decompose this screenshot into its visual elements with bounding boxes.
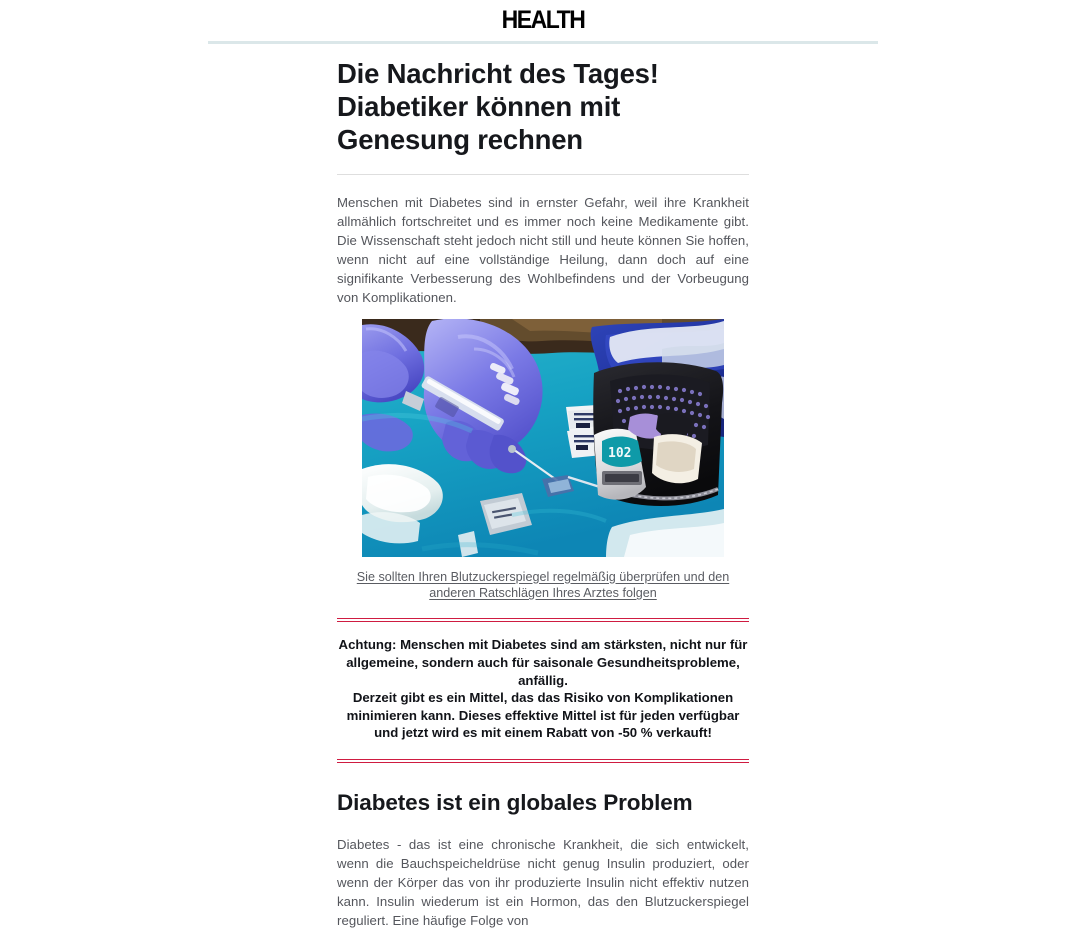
article-title: Die Nachricht des Tages! Diabetiker können mit Genesung rechnen [337,58,659,155]
article-container [337,44,749,930]
article-figure [337,319,749,602]
article-intro-paragraph: Menschen mit Diabetes sind in ernster Gefahr, weil ihre Krankheit allmählich fortschreitet und es immer noch keine Medikamente gibt. Die Wissenschaft steht jedoch nicht still und heute können Sie hoffen, wenn nicht auf eine vollständige Heilung, dann doch auf eine signifikante Verbesserung des Wohlbefindens und der Vorbeugung von Komplikationen. [337,195,749,306]
section-heading: Diabetes ist ein globales Problem [337,789,693,815]
photo-illustration [362,319,724,557]
promo-block [337,636,749,742]
section-body-paragraph: Diabetes - das ist eine chronische Krankheit, die sich entwickelt, wenn die Bauchspeicheldrüse nicht genug Insulin produziert, oder wenn der Körper das von ihr produzierte Insulin nicht effektiv nutzen kann. Insulin wiederum ist ein Hormon, das den Blutzuckerspiegel reguliert. Eine häufige Folge von [337,836,749,929]
site-logo[interactable]: HEALTH [501,6,585,34]
promo-warning-text: Achtung: Menschen mit Diabetes sind am stärksten, nicht nur für allgemeine, sondern auch für saisonale Gesundheitsprobleme, anfällig. [338,637,748,688]
promo-offer-text: Derzeit gibt es ein Mittel, das das Risiko von Komplikationen minimieren kann. Dieses effektive Mittel ist für jeden verfügbar und jetzt wird es mit einem Rabatt von -50 % verkauft! [346,690,740,741]
diabetes-kit-photo [362,319,724,557]
accent-divider-top [337,618,749,622]
svg-text:102: 102 [608,445,632,461]
title-divider [337,174,749,175]
figure-caption[interactable]: Sie sollten Ihren Blutzuckerspiegel regelmäßig überprüfen und den anderen Ratschlägen Ihres Arztes folgen [356,569,730,600]
accent-divider-bottom [337,759,749,763]
site-masthead [0,0,1086,44]
